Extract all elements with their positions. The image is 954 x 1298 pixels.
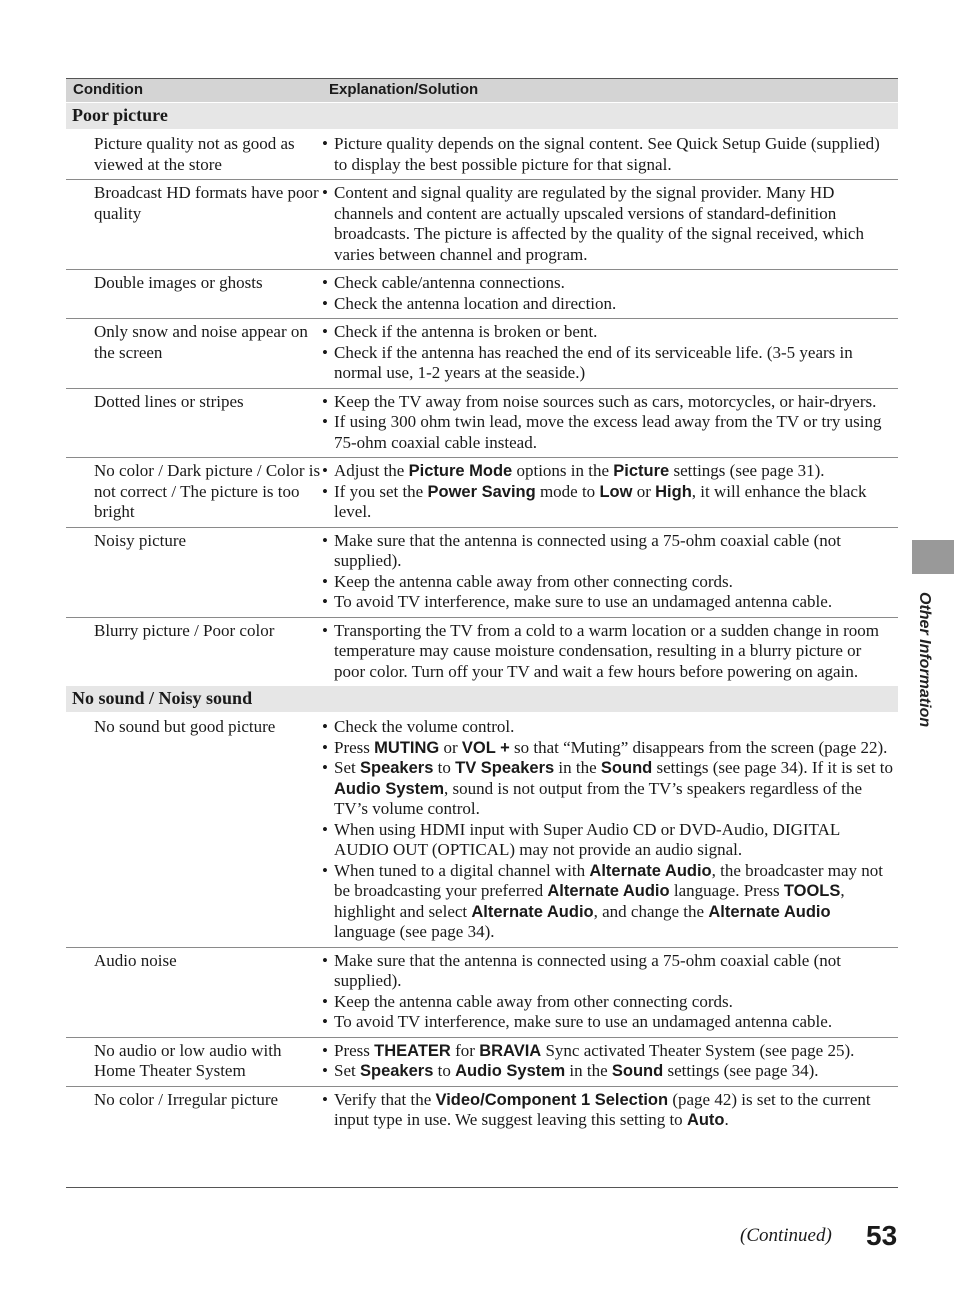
bullet-text [334,273,894,294]
bullet-icon: • [322,991,328,1011]
text-run: language (see page 34). [334,922,495,941]
bullet-item [322,861,894,943]
bullet-icon: • [322,950,328,970]
text-run: in the [554,758,601,777]
bullet-icon: • [322,342,328,362]
text-run: options in the [512,461,614,480]
text-run: Picture quality depends on the signal content. See Quick Setup Guide (supplied) to display the best possible picture for that signal. [334,134,880,174]
explanation-cell [322,717,898,943]
bullet-item [322,134,894,175]
text-run: Content and signal quality are regulated by the signal provider. Many HD channels and content are actually upscaled versions of standard-definition broadcasts. The picture is affected by the quality of the signal received, which varies between channel and program. [334,183,864,264]
bullet-icon: • [322,1061,328,1080]
bullet-text [334,461,894,482]
troubleshooting-table [66,78,898,1135]
bullet-text [334,134,894,175]
bullet-icon: • [322,620,328,640]
bullet-icon: • [322,183,328,202]
setting-name: Auto [686,1111,725,1129]
bullet-item [322,1061,894,1082]
text-run: for [450,1040,480,1060]
table-row [66,617,898,687]
bullet-item [322,1012,894,1033]
table-row [66,388,898,458]
bullet-item [322,951,894,992]
bullet-text [334,183,894,265]
table-row [66,1086,898,1135]
text-run: settings (see page 31). [669,461,825,480]
condition-cell: No color / Irregular picture [94,1089,279,1109]
condition-cell: No sound but good picture [94,717,276,736]
bullet-item [322,592,894,613]
text-run: mode to [535,481,600,501]
bullet-icon: • [322,391,328,411]
table-row [66,712,898,947]
setting-name: Picture [613,462,670,480]
text-run: Keep the antenna cable away from other connecting cords. [334,571,733,591]
text-run: Make sure that the antenna is connected using a 75-ohm coaxial cable (not supplied). [334,950,841,990]
bullet-item [322,461,894,482]
bullet-text [334,592,894,613]
table-row [66,947,898,1037]
text-run: , and change the [593,901,709,921]
table-bottom-rule [66,1187,898,1188]
text-run: (page 42) is set to the current input type in use. We suggest leaving this setting to [334,1089,871,1129]
condition-cell: Broadcast HD formats have poor quality [94,183,319,223]
text-run: Press [334,1040,375,1060]
bullet-icon: • [322,737,328,757]
text-run: Adjust the [334,461,409,480]
table-row [66,1037,898,1086]
bullet-item [322,183,894,265]
explanation-cell [322,134,898,175]
bullet-text [334,1012,894,1033]
table-row [66,129,898,179]
header-explanation: Explanation/Solution [329,81,479,99]
condition-cell: Audio noise [94,950,177,970]
setting-name: Speakers [359,1062,434,1080]
bullet-icon: • [322,412,328,431]
text-run: so that “Muting” disappears from the screen (page 22). [509,737,888,757]
text-run: Set [334,1061,360,1080]
text-run: Check the volume control. [334,717,515,736]
setting-name: Alternate Audio [589,861,712,880]
explanation-cell [322,322,898,384]
condition-cell: No audio or low audio with Home Theater System [94,1040,282,1080]
text-run: Make sure that the antenna is connected using a 75-ohm coaxial cable (not supplied). [334,530,841,570]
explanation-cell [322,1041,898,1082]
bullet-text [334,1090,894,1131]
text-run: in the [565,1061,612,1080]
text-run: Check cable/antenna connections. [334,273,565,292]
text-run: If using 300 ohm twin lead, move the excess lead away from the TV or try using 75-ohm coaxial cable instead. [334,412,882,452]
text-run: When using HDMI input with Super Audio CD or DVD-Audio, DIGITAL AUDIO OUT (OPTICAL) may not provide an audio signal. [334,819,840,859]
bullet-text [334,343,894,384]
text-run: to [433,758,456,777]
text-run: or [632,481,656,501]
condition-cell: Noisy picture [94,530,187,550]
text-run: language. Press [669,881,784,900]
bullet-text [334,861,894,943]
bullet-text [334,621,894,683]
text-run: to [433,1061,456,1080]
bullet-icon: • [322,860,328,880]
bullet-icon: • [322,461,328,480]
condition-cell: Double images or ghosts [94,273,263,292]
explanation-cell [322,621,898,683]
text-run: Check if the antenna has reached the end of its serviceable life. (3-5 years in normal use, 1-2 years at the seaside.) [334,342,853,382]
table-row [66,179,898,269]
text-run: If you set the [334,481,428,501]
bullet-item [322,531,894,572]
bullet-item [322,992,894,1013]
setting-name: Alternate Audio [471,902,594,921]
table-row [66,457,898,527]
bullet-item [322,820,894,861]
bullet-text [334,758,894,820]
sidebar-section-label: Other Information [916,592,933,728]
bullet-item [322,482,894,523]
explanation-cell [322,461,898,523]
text-run: settings (see page 34). [663,1061,819,1080]
bullet-text [334,1061,894,1082]
text-run: or [439,737,462,757]
bullet-icon: • [322,571,328,591]
condition-cell: Blurry picture / Poor color [94,620,275,640]
bullet-item [322,717,894,738]
setting-name: Alternate Audio [547,882,670,900]
setting-name: THEATER [374,1041,451,1060]
continued-note: (Continued) [740,1225,832,1246]
setting-name: Video/Component 1 Selection [435,1090,669,1109]
text-run: To avoid TV interference, make sure to use an undamaged antenna cable. [334,1012,833,1031]
bullet-item [322,758,894,820]
bullet-text [334,992,894,1013]
setting-name: Power Saving [427,482,536,501]
bullet-icon: • [322,758,328,777]
bullet-text [334,951,894,992]
bullet-icon: • [322,273,328,292]
text-run: Transporting the TV from a cold to a warm location or a sudden change in room temperature may cause moisture condensation, resulting in a blurry picture or poor color. Turn off your TV and wait a few hours before powering on again. [334,620,879,681]
text-run: Press [334,737,375,757]
bullet-item [322,322,894,343]
bullet-icon: • [322,322,328,341]
explanation-cell [322,273,898,314]
explanation-cell [322,951,898,1033]
text-run: settings (see page 34). If it is set to [652,758,894,777]
setting-name: Sound [600,759,653,777]
section-heading: No sound / Noisy sound [66,686,898,712]
setting-name: Alternate Audio [708,902,831,921]
bullet-text [334,820,894,861]
page-number: 53 [866,1220,898,1251]
setting-name: BRAVIA [479,1041,542,1060]
bullet-item [322,294,894,315]
bullet-icon: • [322,1089,328,1109]
bullet-icon: • [322,134,328,153]
text-run: Check if the antenna is broken or bent. [334,322,598,341]
bullet-text [334,738,894,759]
bullet-item [322,1090,894,1131]
bullet-item [322,392,894,413]
bullet-text [334,482,894,523]
setting-name: TOOLS [783,882,841,900]
bullet-text [334,392,894,413]
condition-cell: No color / Dark picture / Color is not correct / The picture is too bright [94,461,321,521]
bullet-icon: • [322,481,328,501]
text-run: Set [334,758,360,777]
text-run: . [724,1110,729,1129]
text-run: Keep the TV away from noise sources such as cars, motorcycles, or hair-dryers. [334,391,877,411]
bullet-icon: • [322,1040,328,1060]
text-run: Keep the antenna cable away from other connecting cords. [334,991,733,1011]
table-header [66,78,898,102]
bullet-item [322,1041,894,1062]
condition-cell: Dotted lines or stripes [94,391,244,411]
setting-name: Sound [611,1062,664,1080]
setting-name: Audio System [455,1062,566,1080]
text-run: Check the antenna location and direction. [334,293,617,313]
condition-cell: Only snow and noise appear on the screen [94,322,308,362]
explanation-cell [322,392,898,454]
bullet-item [322,572,894,593]
setting-name: Picture Mode [408,462,513,480]
text-run: To avoid TV interference, make sure to use an undamaged antenna cable. [334,592,833,611]
text-run: , sound is not output from the TV’s speakers regardless of the TV’s volume control. [334,778,863,818]
bullet-text [334,294,894,315]
bullet-text [334,1041,894,1062]
setting-name: Speakers [359,759,434,777]
bullet-item [322,343,894,384]
table-row [66,269,898,318]
section-tab-marker [912,540,954,574]
setting-name: VOL + [461,738,510,757]
explanation-cell [322,531,898,613]
section-heading: Poor picture [66,102,898,129]
bullet-item [322,621,894,683]
text-run: When tuned to a digital channel with [334,860,590,880]
explanation-cell [322,183,898,265]
bullet-icon: • [322,530,328,550]
setting-name: TV Speakers [455,759,555,777]
bullet-text [334,717,894,738]
explanation-cell [322,1090,898,1131]
bullet-text [334,322,894,343]
table-row [66,527,898,617]
condition-cell: Picture quality not as good as viewed at the store [94,134,295,174]
setting-name: Audio System [334,779,445,798]
table-row [66,318,898,388]
bullet-item [322,738,894,759]
text-run: , highlight and select [334,881,845,921]
bullet-item [322,412,894,453]
bullet-text [334,531,894,572]
setting-name: Low [599,482,633,501]
bullet-icon: • [322,1012,328,1031]
bullet-icon: • [322,717,328,736]
setting-name: High [655,482,692,501]
text-run: Verify that the [334,1089,436,1109]
bullet-icon: • [322,293,328,313]
header-condition: Condition [73,81,143,99]
bullet-icon: • [322,592,328,611]
table-body [66,102,898,1135]
setting-name: MUTING [374,738,440,757]
text-run: Sync activated Theater System (see page 25). [541,1040,855,1060]
text-run: , the broadcaster may not be broadcasting your preferred [334,860,883,900]
text-run: , it will enhance the black level. [334,481,867,521]
bullet-item [322,273,894,294]
bullet-text [334,572,894,593]
bullet-text [334,412,894,453]
bullet-icon: • [322,819,328,839]
